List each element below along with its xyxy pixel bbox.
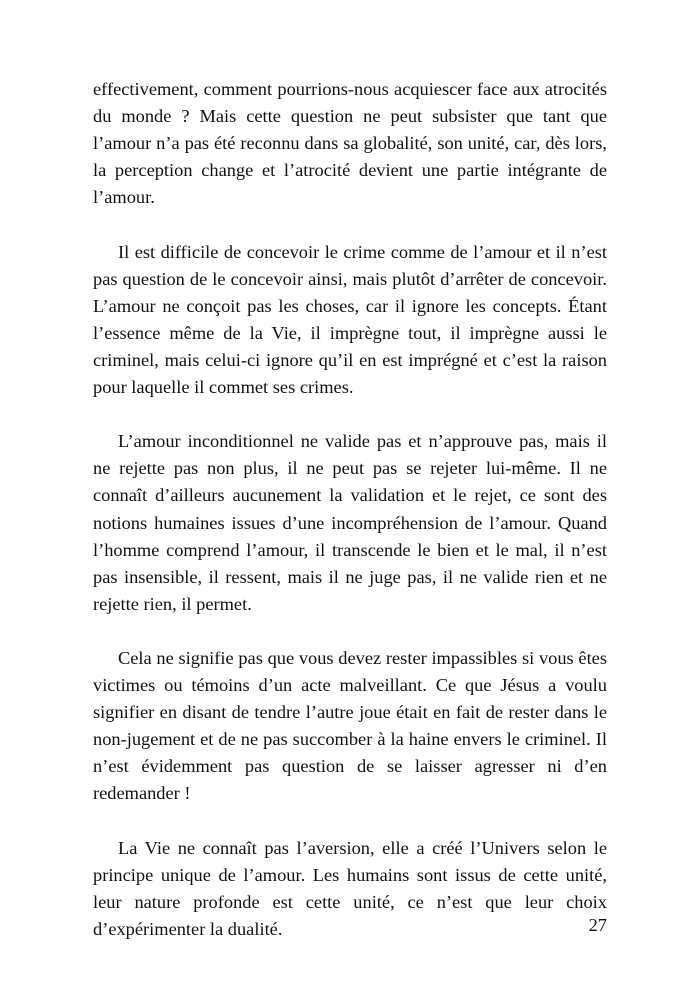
paragraph-2: Il est difficile de concevoir le crime comme de l’amour et il n’est pas question de le concevoir ainsi, mais plutôt d’arrêter de concevoir. L’amour ne conçoit pas les choses, car il ignore les concepts. Étant l’essence même de la Vie, il imprègne tout, il imprègne aussi le criminel, mais celui-ci ignore qu’il en est imprégné et c’est la raison pour laquelle il commet ses crimes. xyxy=(93,241,607,398)
paragraph-4: Cela ne signifie pas que vous devez rester impassibles si vous êtes victimes ou témoins d’un acte malveillant. Ce que Jésus a voulu signifier en disant de tendre l’autre joue était en fait de rester dans le non-jugement et de ne pas succomber à la haine envers le criminel. Il n’est évidemment pas question de se laisser agresser ni d’en redemander ! xyxy=(93,647,607,804)
paragraph-1: effectivement, comment pourrions-nous acquiescer face aux atrocités du monde ? Mais cette question ne peut subsister que tant que l’amour n’a pas été reconnu dans sa globalité, son unité, car, dès lors, la perception change et l’atrocité devient une partie intégrante de l’amour. xyxy=(93,79,607,208)
paragraph-5: La Vie ne connaît pas l’aversion, elle a créé l’Univers selon le principe unique de l’amour. Les humains sont issus de cette unité, leur nature profonde est cette unité, ce n’est que leur choix d’expérimenter la dualité. xyxy=(93,837,607,939)
page-number: 27 xyxy=(588,915,607,935)
body-text xyxy=(93,76,607,970)
paragraph-3: L’amour inconditionnel ne valide pas et n’approuve pas, mais il ne rejette pas non plus, il ne peut pas se rejeter lui-même. Il ne connaît d’ailleurs aucunement la validation et le rejet, ce sont des notions humaines issues d’une incompréhension de l’amour. Quand l’homme comprend l’amour, il transcende le bien et le mal, il n’est pas insensible, il ressent, mais il ne juge pas, il ne valide rien et ne rejette rien, il permet. xyxy=(93,431,607,614)
